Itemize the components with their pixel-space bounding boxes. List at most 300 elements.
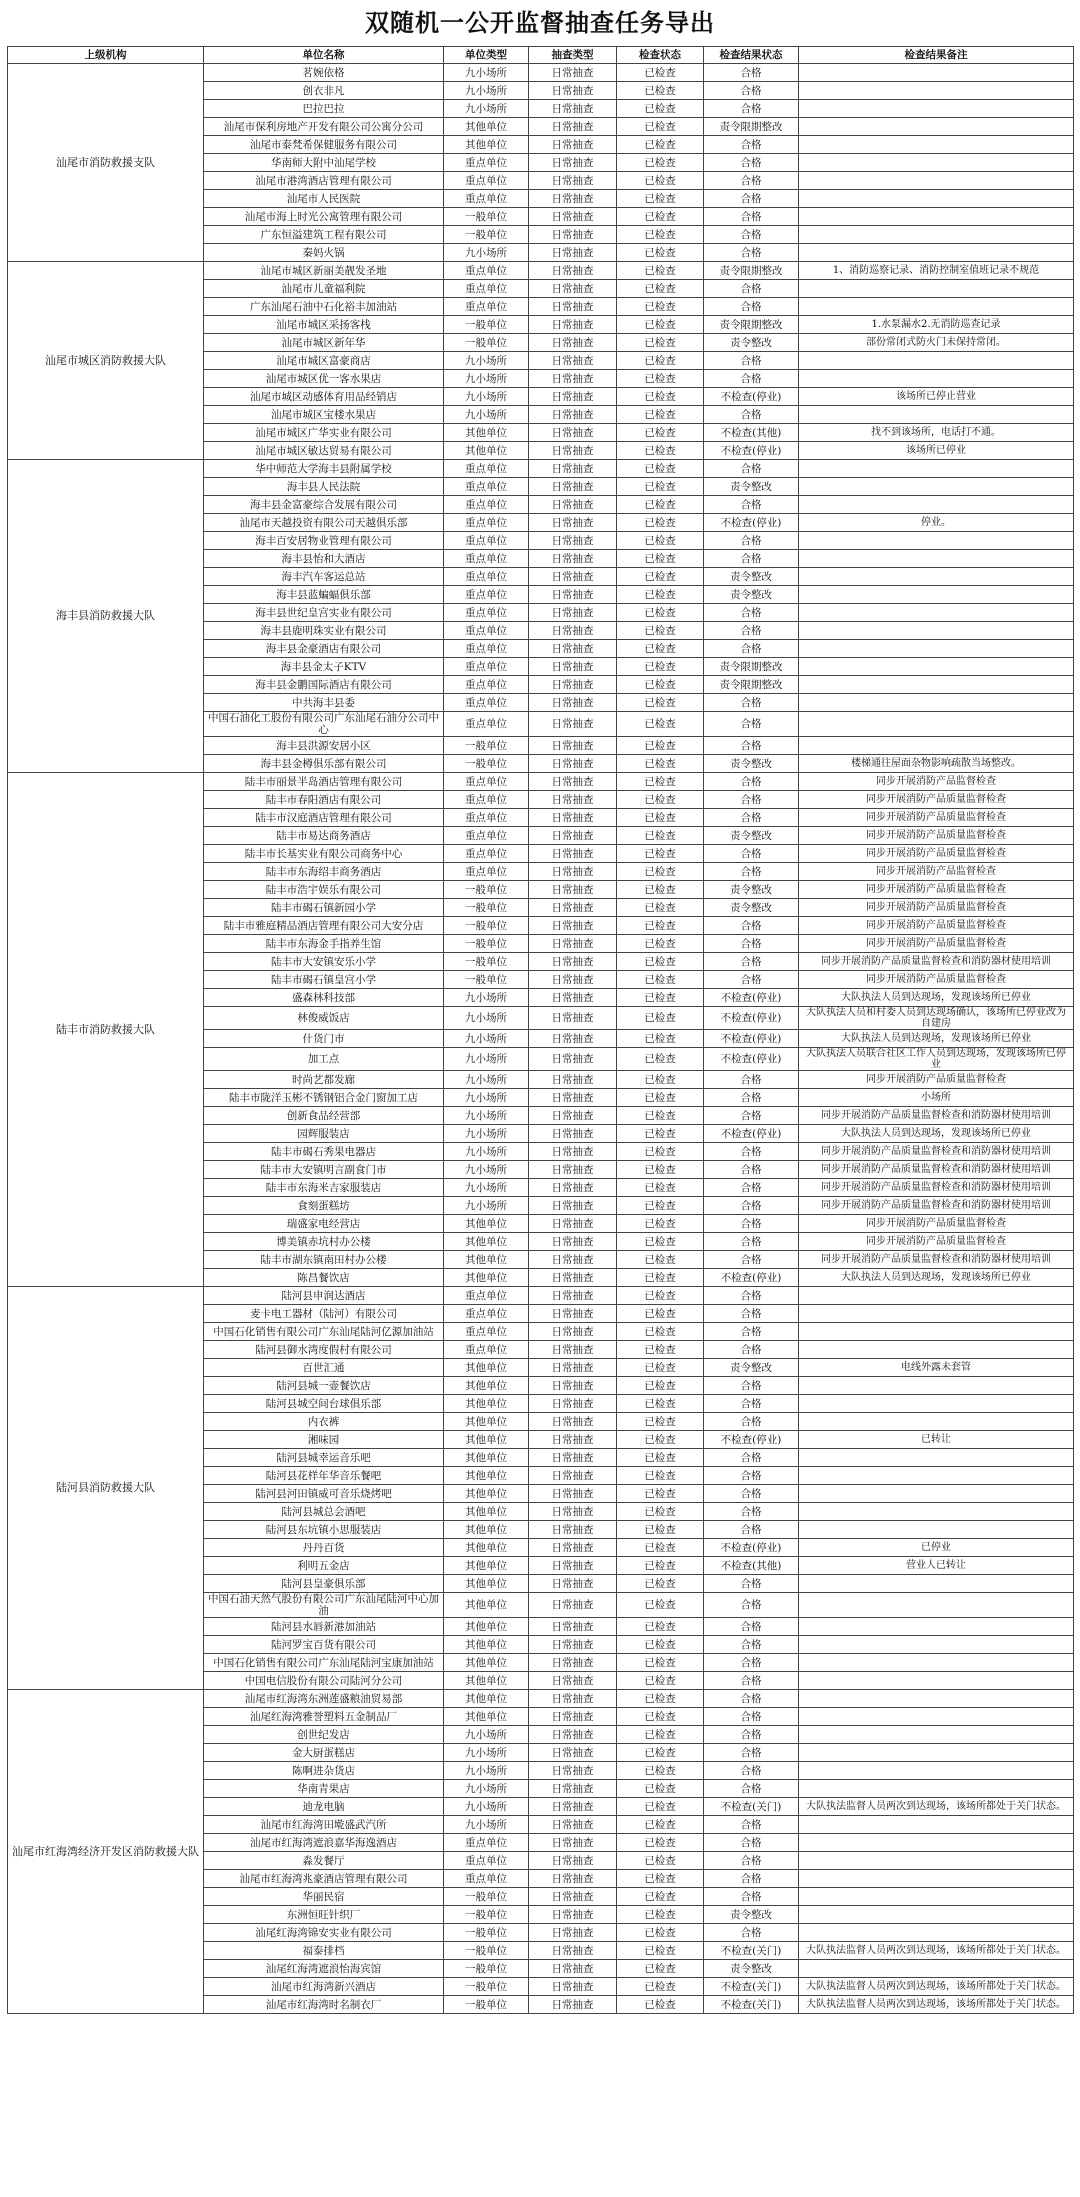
check-status-cell: 已检查: [617, 478, 704, 496]
result-note-cell: 同步开展消防产品质量监督检查: [799, 1071, 1074, 1089]
result-status-cell: 合格: [704, 737, 799, 755]
unit-name-cell: 汕尾市红海湾兆豪酒店管理有限公司: [204, 1870, 444, 1888]
unit-type-cell: 其他单位: [444, 118, 529, 136]
unit-name-cell: 创衣非凡: [204, 82, 444, 100]
check-type-cell: 日常抽查: [529, 1780, 617, 1798]
result-status-cell: 合格: [704, 935, 799, 953]
check-status-cell: 已检查: [617, 82, 704, 100]
check-type-cell: 日常抽查: [529, 845, 617, 863]
unit-name-cell: 海丰汽车客运总站: [204, 568, 444, 586]
unit-name-cell: 汕尾红海湾遮浪怡海宾馆: [204, 1960, 444, 1978]
check-type-cell: 日常抽查: [529, 1636, 617, 1654]
unit-name-cell: 中国电信股份有限公司陆河分公司: [204, 1672, 444, 1690]
check-status-cell: 已检查: [617, 1089, 704, 1107]
result-status-cell: 合格: [704, 82, 799, 100]
unit-name-cell: 陆丰市东海绍丰商务酒店: [204, 863, 444, 881]
result-status-cell: 合格: [704, 1179, 799, 1197]
result-note-cell: [799, 154, 1074, 172]
check-type-cell: 日常抽查: [529, 1834, 617, 1852]
check-status-cell: 已检查: [617, 1575, 704, 1593]
result-status-cell: 责令整改: [704, 827, 799, 845]
result-note-cell: [799, 1593, 1074, 1618]
check-type-cell: 日常抽查: [529, 316, 617, 334]
result-status-cell: 不检查(停业): [704, 1030, 799, 1048]
unit-type-cell: 重点单位: [444, 658, 529, 676]
result-status-cell: 合格: [704, 1251, 799, 1269]
check-status-cell: 已检查: [617, 1708, 704, 1726]
unit-type-cell: 重点单位: [444, 773, 529, 791]
check-status-cell: 已检查: [617, 971, 704, 989]
unit-type-cell: 其他单位: [444, 1575, 529, 1593]
unit-type-cell: 重点单位: [444, 514, 529, 532]
unit-name-cell: 巴拉巴拉: [204, 100, 444, 118]
result-note-cell: [799, 370, 1074, 388]
unit-type-cell: 九小场所: [444, 100, 529, 118]
result-status-cell: 合格: [704, 100, 799, 118]
result-note-cell: [799, 1395, 1074, 1413]
unit-name-cell: 中共海丰县委: [204, 694, 444, 712]
check-type-cell: 日常抽查: [529, 1323, 617, 1341]
result-note-cell: 1、消防巡察记录、消防控制室值班记录不规范: [799, 262, 1074, 280]
check-status-cell: 已检查: [617, 1521, 704, 1539]
header-cell: 检查状态: [617, 47, 704, 64]
unit-type-cell: 九小场所: [444, 406, 529, 424]
unit-name-cell: 汕尾市红海湾时名制衣厂: [204, 1996, 444, 2014]
result-status-cell: 合格: [704, 1161, 799, 1179]
result-status-cell: 不检查(停业): [704, 1125, 799, 1143]
unit-type-cell: 一般单位: [444, 1942, 529, 1960]
check-status-cell: 已检查: [617, 1007, 704, 1030]
unit-type-cell: 九小场所: [444, 388, 529, 406]
unit-type-cell: 其他单位: [444, 1431, 529, 1449]
check-type-cell: 日常抽查: [529, 118, 617, 136]
result-note-cell: [799, 226, 1074, 244]
unit-type-cell: 一般单位: [444, 226, 529, 244]
result-note-cell: [799, 82, 1074, 100]
check-type-cell: 日常抽查: [529, 899, 617, 917]
unit-type-cell: 一般单位: [444, 971, 529, 989]
unit-type-cell: 其他单位: [444, 1654, 529, 1672]
check-status-cell: 已检查: [617, 640, 704, 658]
result-note-cell: [799, 1413, 1074, 1431]
unit-type-cell: 一般单位: [444, 1924, 529, 1942]
result-note-cell: [799, 1636, 1074, 1654]
result-note-cell: [799, 1816, 1074, 1834]
org-cell: 陆河县消防救援大队: [8, 1287, 204, 1690]
result-status-cell: 责令整改: [704, 881, 799, 899]
unit-type-cell: 重点单位: [444, 190, 529, 208]
check-type-cell: 日常抽查: [529, 136, 617, 154]
check-status-cell: 已检查: [617, 1125, 704, 1143]
check-type-cell: 日常抽查: [529, 1179, 617, 1197]
table-body: [8, 64, 1074, 2014]
check-type-cell: 日常抽查: [529, 989, 617, 1007]
page-title: 双随机一公开监督抽查任务导出: [365, 9, 715, 37]
check-type-cell: 日常抽查: [529, 1888, 617, 1906]
check-status-cell: 已检查: [617, 953, 704, 971]
result-status-cell: 合格: [704, 1413, 799, 1431]
check-status-cell: 已检查: [617, 1593, 704, 1618]
result-status-cell: 合格: [704, 863, 799, 881]
result-note-cell: 同步开展消防产品质量监督检查: [799, 881, 1074, 899]
check-status-cell: 已检查: [617, 1816, 704, 1834]
result-status-cell: 合格: [704, 953, 799, 971]
check-type-cell: 日常抽查: [529, 1341, 617, 1359]
check-type-cell: 日常抽查: [529, 262, 617, 280]
result-status-cell: 合格: [704, 532, 799, 550]
unit-name-cell: 汕尾市城区敏达贸易有限公司: [204, 442, 444, 460]
check-status-cell: 已检查: [617, 334, 704, 352]
result-status-cell: 合格: [704, 172, 799, 190]
check-type-cell: 日常抽查: [529, 1690, 617, 1708]
result-note-cell: [799, 1618, 1074, 1636]
check-status-cell: 已检查: [617, 1618, 704, 1636]
result-status-cell: 合格: [704, 1618, 799, 1636]
check-type-cell: 日常抽查: [529, 1287, 617, 1305]
unit-name-cell: 百世汇通: [204, 1359, 444, 1377]
unit-type-cell: 九小场所: [444, 1798, 529, 1816]
unit-type-cell: 九小场所: [444, 82, 529, 100]
check-status-cell: 已检查: [617, 658, 704, 676]
check-status-cell: 已检查: [617, 1888, 704, 1906]
unit-type-cell: 其他单位: [444, 1690, 529, 1708]
check-type-cell: 日常抽查: [529, 424, 617, 442]
result-status-cell: 合格: [704, 460, 799, 478]
unit-type-cell: 其他单位: [444, 1215, 529, 1233]
check-type-cell: 日常抽查: [529, 1575, 617, 1593]
result-status-cell: 合格: [704, 190, 799, 208]
unit-name-cell: 海丰县金豪酒店有限公司: [204, 640, 444, 658]
unit-name-cell: 汕尾市港湾酒店管理有限公司: [204, 172, 444, 190]
result-status-cell: 合格: [704, 1636, 799, 1654]
unit-name-cell: 汕尾市红海湾遮浪嘉华海逸酒店: [204, 1834, 444, 1852]
unit-name-cell: 陆河县水唇新港加油站: [204, 1618, 444, 1636]
result-status-cell: 合格: [704, 971, 799, 989]
result-note-cell: 大队执法人员到达现场，发现该场所已停业: [799, 989, 1074, 1007]
check-status-cell: 已检查: [617, 1305, 704, 1323]
unit-name-cell: 陆河县花样年华音乐餐吧: [204, 1467, 444, 1485]
unit-name-cell: 陆丰市碣石秀果电器店: [204, 1143, 444, 1161]
unit-type-cell: 一般单位: [444, 935, 529, 953]
check-type-cell: 日常抽查: [529, 791, 617, 809]
unit-type-cell: 重点单位: [444, 1870, 529, 1888]
unit-type-cell: 重点单位: [444, 496, 529, 514]
check-status-cell: 已检查: [617, 1996, 704, 2014]
unit-type-cell: 重点单位: [444, 676, 529, 694]
result-status-cell: 责令限期整改: [704, 676, 799, 694]
check-status-cell: 已检查: [617, 1143, 704, 1161]
header-cell: 检查结果状态: [704, 47, 799, 64]
result-status-cell: 合格: [704, 1726, 799, 1744]
unit-type-cell: 九小场所: [444, 370, 529, 388]
check-status-cell: 已检查: [617, 424, 704, 442]
result-note-cell: 同步开展消防产品质量监督检查和消防器材使用培训: [799, 1107, 1074, 1125]
check-type-cell: 日常抽查: [529, 1071, 617, 1089]
result-status-cell: 合格: [704, 1485, 799, 1503]
unit-name-cell: 陆河县城总会酒吧: [204, 1503, 444, 1521]
check-type-cell: 日常抽查: [529, 1942, 617, 1960]
unit-type-cell: 一般单位: [444, 334, 529, 352]
check-type-cell: 日常抽查: [529, 1197, 617, 1215]
check-type-cell: 日常抽查: [529, 658, 617, 676]
unit-name-cell: 博美镇赤坑村办公楼: [204, 1233, 444, 1251]
check-status-cell: 已检查: [617, 1852, 704, 1870]
unit-type-cell: 一般单位: [444, 1888, 529, 1906]
result-status-cell: 责令整改: [704, 334, 799, 352]
result-status-cell: 合格: [704, 1107, 799, 1125]
result-note-cell: 大队执法人员和村委人员到达现场确认，该场所已停业改为自建房: [799, 1007, 1074, 1030]
check-type-cell: 日常抽查: [529, 226, 617, 244]
unit-name-cell: 中国石化销售有限公司广东汕尾陆河宝康加油站: [204, 1654, 444, 1672]
result-status-cell: 合格: [704, 1744, 799, 1762]
unit-name-cell: 广东汕尾石油中石化裕丰加油站: [204, 298, 444, 316]
check-status-cell: 已检查: [617, 1726, 704, 1744]
result-status-cell: 责令限期整改: [704, 316, 799, 334]
org-cell: 海丰县消防救援大队: [8, 460, 204, 773]
result-status-cell: 责令整改: [704, 1906, 799, 1924]
result-note-cell: [799, 1503, 1074, 1521]
result-note-cell: [799, 244, 1074, 262]
result-note-cell: 同步开展消防产品质量监督检查和消防器材使用培训: [799, 1161, 1074, 1179]
unit-name-cell: 东洲恒旺针织厂: [204, 1906, 444, 1924]
unit-name-cell: 茗婉依格: [204, 64, 444, 82]
check-type-cell: 日常抽查: [529, 406, 617, 424]
check-status-cell: 已检查: [617, 899, 704, 917]
unit-name-cell: 海丰县怡和大酒店: [204, 550, 444, 568]
result-status-cell: 不检查(关门): [704, 1798, 799, 1816]
check-type-cell: 日常抽查: [529, 1089, 617, 1107]
check-status-cell: 已检查: [617, 1672, 704, 1690]
result-note-cell: [799, 1521, 1074, 1539]
unit-type-cell: 重点单位: [444, 791, 529, 809]
check-status-cell: 已检查: [617, 1251, 704, 1269]
unit-type-cell: 九小场所: [444, 352, 529, 370]
unit-type-cell: 其他单位: [444, 1359, 529, 1377]
result-note-cell: 同步开展消防产品质量监督检查和消防器材使用培训: [799, 1197, 1074, 1215]
unit-name-cell: 创新食品经营部: [204, 1107, 444, 1125]
check-status-cell: 已检查: [617, 64, 704, 82]
result-status-cell: 合格: [704, 1071, 799, 1089]
unit-type-cell: 其他单位: [444, 1269, 529, 1287]
result-status-cell: 合格: [704, 791, 799, 809]
check-type-cell: 日常抽查: [529, 1816, 617, 1834]
unit-name-cell: 陆丰市湖东镇南田村办公楼: [204, 1251, 444, 1269]
check-status-cell: 已检查: [617, 845, 704, 863]
result-note-cell: [799, 1305, 1074, 1323]
unit-type-cell: 其他单位: [444, 1636, 529, 1654]
check-type-cell: 日常抽查: [529, 755, 617, 773]
unit-type-cell: 九小场所: [444, 1089, 529, 1107]
unit-name-cell: 陆河县河田镇威可音乐烧烤吧: [204, 1485, 444, 1503]
check-type-cell: 日常抽查: [529, 917, 617, 935]
result-status-cell: 合格: [704, 1467, 799, 1485]
unit-type-cell: 重点单位: [444, 809, 529, 827]
result-status-cell: 合格: [704, 1870, 799, 1888]
check-status-cell: 已检查: [617, 809, 704, 827]
unit-type-cell: 其他单位: [444, 1395, 529, 1413]
header-cell: 单位名称: [204, 47, 444, 64]
check-type-cell: 日常抽查: [529, 280, 617, 298]
unit-name-cell: 林俊威饭店: [204, 1007, 444, 1030]
unit-type-cell: 重点单位: [444, 586, 529, 604]
result-status-cell: 不检查(停业): [704, 1269, 799, 1287]
result-note-cell: 同步开展消防产品质量监督检查: [799, 917, 1074, 935]
result-note-cell: [799, 1744, 1074, 1762]
check-status-cell: 已检查: [617, 1906, 704, 1924]
unit-type-cell: 一般单位: [444, 1960, 529, 1978]
check-status-cell: 已检查: [617, 388, 704, 406]
check-type-cell: 日常抽查: [529, 208, 617, 226]
unit-type-cell: 一般单位: [444, 208, 529, 226]
unit-name-cell: 海丰县金太子KTV: [204, 658, 444, 676]
unit-type-cell: 九小场所: [444, 244, 529, 262]
result-status-cell: 责令限期整改: [704, 658, 799, 676]
result-status-cell: 不检查(停业): [704, 1007, 799, 1030]
result-note-cell: [799, 1467, 1074, 1485]
check-type-cell: 日常抽查: [529, 586, 617, 604]
result-status-cell: 责令整改: [704, 586, 799, 604]
check-status-cell: 已检查: [617, 460, 704, 478]
unit-name-cell: 陆丰市雅庭精品酒店管理有限公司大安分店: [204, 917, 444, 935]
check-status-cell: 已检查: [617, 568, 704, 586]
check-type-cell: 日常抽查: [529, 64, 617, 82]
check-type-cell: 日常抽查: [529, 478, 617, 496]
unit-type-cell: 一般单位: [444, 899, 529, 917]
check-type-cell: 日常抽查: [529, 1557, 617, 1575]
check-status-cell: 已检查: [617, 712, 704, 737]
unit-type-cell: 重点单位: [444, 1852, 529, 1870]
check-type-cell: 日常抽查: [529, 244, 617, 262]
check-status-cell: 已检查: [617, 532, 704, 550]
result-note-cell: 大队执法监督人员两次到达现场，该场所都处于关门状态。: [799, 1996, 1074, 2014]
result-note-cell: [799, 737, 1074, 755]
result-note-cell: 1.水泵漏水2.无消防巡查记录: [799, 316, 1074, 334]
result-status-cell: 合格: [704, 1449, 799, 1467]
result-status-cell: 不检查(关门): [704, 1942, 799, 1960]
unit-name-cell: 海丰县人民法院: [204, 478, 444, 496]
check-status-cell: 已检查: [617, 550, 704, 568]
check-status-cell: 已检查: [617, 514, 704, 532]
result-status-cell: 合格: [704, 1690, 799, 1708]
unit-type-cell: 九小场所: [444, 989, 529, 1007]
result-note-cell: 大队执法人员到达现场，发现该场所已停业: [799, 1269, 1074, 1287]
unit-name-cell: 汕尾红海湾雅誉塑料五金制品厂: [204, 1708, 444, 1726]
unit-type-cell: 重点单位: [444, 280, 529, 298]
result-status-cell: 合格: [704, 1287, 799, 1305]
check-type-cell: 日常抽查: [529, 827, 617, 845]
unit-type-cell: 一般单位: [444, 953, 529, 971]
unit-type-cell: 九小场所: [444, 1107, 529, 1125]
unit-type-cell: 其他单位: [444, 424, 529, 442]
result-note-cell: [799, 460, 1074, 478]
unit-type-cell: 其他单位: [444, 1377, 529, 1395]
unit-type-cell: 一般单位: [444, 1906, 529, 1924]
result-status-cell: 合格: [704, 1852, 799, 1870]
check-status-cell: 已检查: [617, 1359, 704, 1377]
check-type-cell: 日常抽查: [529, 773, 617, 791]
check-status-cell: 已检查: [617, 208, 704, 226]
result-note-cell: [799, 1287, 1074, 1305]
check-status-cell: 已检查: [617, 1467, 704, 1485]
result-status-cell: 合格: [704, 1924, 799, 1942]
result-note-cell: 同步开展消防产品质量监督检查和消防器材使用培训: [799, 1143, 1074, 1161]
table-row: [8, 262, 1074, 280]
result-note-cell: [799, 1924, 1074, 1942]
check-type-cell: 日常抽查: [529, 154, 617, 172]
unit-name-cell: 海丰县鹿明珠实业有限公司: [204, 622, 444, 640]
unit-name-cell: 汕尾市儿童福利院: [204, 280, 444, 298]
check-type-cell: 日常抽查: [529, 1708, 617, 1726]
unit-name-cell: 陆河县申润达酒店: [204, 1287, 444, 1305]
check-status-cell: 已检查: [617, 1762, 704, 1780]
unit-name-cell: 加工点: [204, 1048, 444, 1071]
unit-name-cell: 中国石化销售有限公司广东汕尾陆河亿源加油站: [204, 1323, 444, 1341]
check-status-cell: 已检查: [617, 1341, 704, 1359]
result-status-cell: 责令整改: [704, 568, 799, 586]
result-note-cell: [799, 604, 1074, 622]
unit-type-cell: 其他单位: [444, 1672, 529, 1690]
unit-type-cell: 重点单位: [444, 1341, 529, 1359]
result-note-cell: [799, 208, 1074, 226]
check-type-cell: 日常抽查: [529, 1413, 617, 1431]
check-type-cell: 日常抽查: [529, 1269, 617, 1287]
check-status-cell: 已检查: [617, 1431, 704, 1449]
result-note-cell: [799, 694, 1074, 712]
result-status-cell: 不检查(停业): [704, 514, 799, 532]
result-status-cell: 合格: [704, 917, 799, 935]
unit-type-cell: 重点单位: [444, 1287, 529, 1305]
result-note-cell: [799, 1690, 1074, 1708]
check-type-cell: 日常抽查: [529, 496, 617, 514]
unit-name-cell: 海丰县金樽俱乐部有限公司: [204, 755, 444, 773]
result-note-cell: 停业。: [799, 514, 1074, 532]
unit-type-cell: 一般单位: [444, 316, 529, 334]
result-note-cell: [799, 298, 1074, 316]
unit-type-cell: 九小场所: [444, 1762, 529, 1780]
result-status-cell: 合格: [704, 550, 799, 568]
unit-type-cell: 九小场所: [444, 1197, 529, 1215]
unit-type-cell: 九小场所: [444, 1071, 529, 1089]
check-status-cell: 已检查: [617, 172, 704, 190]
result-note-cell: [799, 118, 1074, 136]
result-note-cell: [799, 1485, 1074, 1503]
result-note-cell: [799, 64, 1074, 82]
check-type-cell: 日常抽查: [529, 1125, 617, 1143]
check-status-cell: 已检查: [617, 100, 704, 118]
check-type-cell: 日常抽查: [529, 1377, 617, 1395]
result-status-cell: 合格: [704, 1197, 799, 1215]
unit-type-cell: 其他单位: [444, 1521, 529, 1539]
unit-type-cell: 其他单位: [444, 442, 529, 460]
check-type-cell: 日常抽查: [529, 82, 617, 100]
result-note-cell: 同步开展消防产品质量监督检查和消防器材使用培训: [799, 1251, 1074, 1269]
check-type-cell: 日常抽查: [529, 881, 617, 899]
unit-name-cell: 创世纪发店: [204, 1726, 444, 1744]
result-status-cell: 合格: [704, 1323, 799, 1341]
result-status-cell: 不检查(停业): [704, 388, 799, 406]
result-status-cell: 合格: [704, 352, 799, 370]
result-note-cell: [799, 1780, 1074, 1798]
unit-name-cell: 陆丰市大安镇安乐小学: [204, 953, 444, 971]
result-status-cell: 合格: [704, 298, 799, 316]
check-status-cell: 已检查: [617, 989, 704, 1007]
check-type-cell: 日常抽查: [529, 550, 617, 568]
unit-name-cell: 陆河县城幸运音乐吧: [204, 1449, 444, 1467]
check-status-cell: 已检查: [617, 1197, 704, 1215]
result-note-cell: [799, 550, 1074, 568]
check-type-cell: 日常抽查: [529, 1048, 617, 1071]
result-note-cell: [799, 1762, 1074, 1780]
